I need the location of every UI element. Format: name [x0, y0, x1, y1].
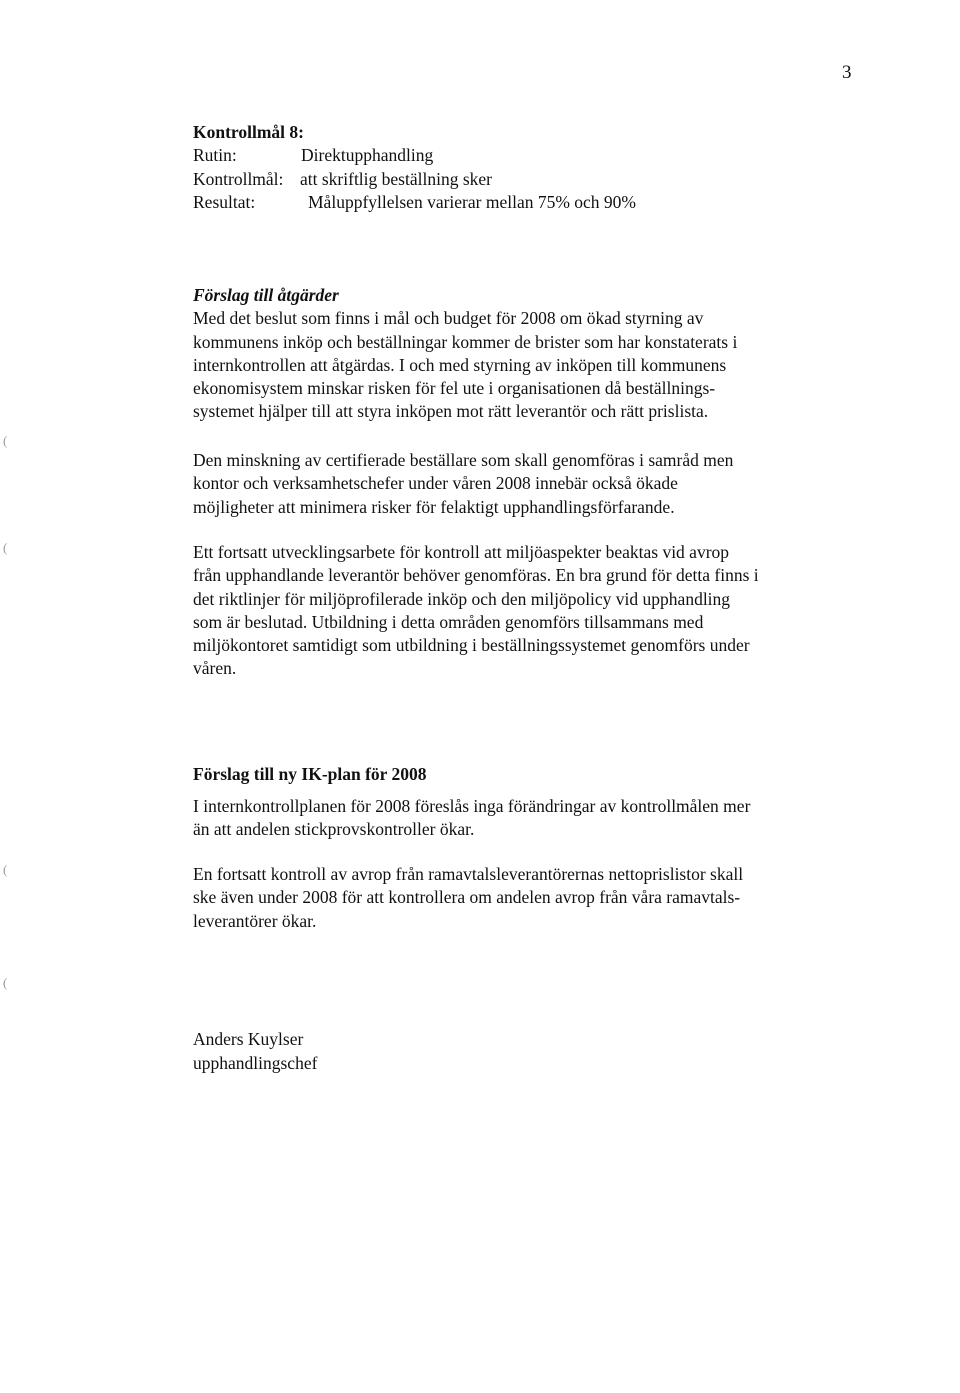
paragraph-line: som är beslutad. Utbildning i detta områden genomförs tillsammans med — [193, 611, 704, 632]
control-goal-row — [193, 168, 873, 191]
control-goal-row — [193, 191, 873, 214]
row-label: Kontrollmål: — [193, 168, 284, 189]
paragraph-line: Ett fortsatt utvecklingsarbete för kontroll att miljöaspekter beaktas vid avrop — [193, 542, 730, 562]
margin-mark: ( — [3, 862, 8, 877]
margin-mark: ( — [3, 433, 8, 448]
paragraph-line: En fortsatt kontroll av avrop från ramavtalsleverantörernas nettoprislistor skall — [193, 864, 744, 884]
paragraph-line: systemet hjälper till att styra inköpen mot rätt leverantör och rätt prislista. — [193, 401, 709, 422]
paragraph-line: leverantörer ökar. — [193, 910, 317, 931]
control-goal-heading: Kontrollmål 8: — [193, 122, 304, 142]
paragraph-line: än att andelen stickprovskontroller ökar. — [193, 819, 475, 840]
paragraph-line: våren. — [193, 658, 237, 679]
signature-title: upphandlingschef — [193, 1053, 318, 1073]
actions-paragraph-2 — [193, 449, 873, 519]
row-value: Direktupphandling — [301, 145, 434, 166]
actions-heading: Förslag till åtgärder — [193, 285, 339, 305]
paragraph-line: kommunens inköp och beställningar kommer de brister som har konstaterats i — [193, 331, 738, 352]
row-label: Rutin: — [193, 145, 237, 166]
paragraph-line: I internkontrollplanen för 2008 föreslås inga förändringar av kontrollmålen mer — [193, 796, 751, 816]
paragraph-line: internkontrollen att åtgärdas. I och med styrning av inköpen till kommunens — [193, 354, 727, 375]
page-number: 3 — [842, 62, 852, 83]
row-value: att skriftlig beställning sker — [300, 168, 492, 189]
actions-section — [193, 284, 873, 424]
row-value: Måluppfyllelsen varierar mellan 75% och 90% — [308, 191, 637, 212]
paragraph-line: miljökontoret samtidigt som utbildning i beställningssystemet genomförs under — [193, 635, 750, 656]
paragraph-line: kontor och verksamhetschefer under våren 2008 innebär också ökade — [193, 473, 678, 494]
paragraph-line: Med det beslut som finns i mål och budget för 2008 om ökad styrning av — [193, 308, 704, 329]
row-label: Resultat: — [193, 191, 256, 212]
ik-plan-section — [193, 763, 873, 786]
ik-plan-paragraph-1 — [193, 795, 873, 842]
signature-block — [193, 1027, 873, 1075]
paragraph-line: möjligheter att minimera risker för felaktigt upphandlingsförfarande. — [193, 496, 675, 517]
actions-paragraph-1 — [193, 307, 873, 423]
actions-paragraph-3 — [193, 541, 873, 681]
ik-plan-heading: Förslag till ny IK-plan för 2008 — [193, 764, 427, 784]
paragraph-line: från upphandlande leverantör behöver genomföras. En bra grund för detta finns i — [193, 565, 759, 586]
control-goal-section — [193, 121, 873, 214]
paragraph-line: Den minskning av certifierade beställare som skall genomföras i samråd men — [193, 450, 734, 470]
paragraph-line: det riktlinjer för miljöprofilerade inköp och den miljöpolicy vid upphandling — [193, 588, 731, 609]
control-goal-row — [193, 144, 873, 167]
ik-plan-paragraph-2 — [193, 863, 873, 933]
paragraph-line: ske även under 2008 för att kontrollera om andelen avrop från våra ramavtals- — [193, 887, 741, 908]
margin-mark: ( — [3, 975, 8, 990]
paragraph-line: ekonomisystem minskar risken för fel ute i organisationen då beställnings- — [193, 378, 716, 399]
signature-name: Anders Kuylser — [193, 1029, 304, 1049]
margin-mark: ( — [3, 540, 8, 555]
